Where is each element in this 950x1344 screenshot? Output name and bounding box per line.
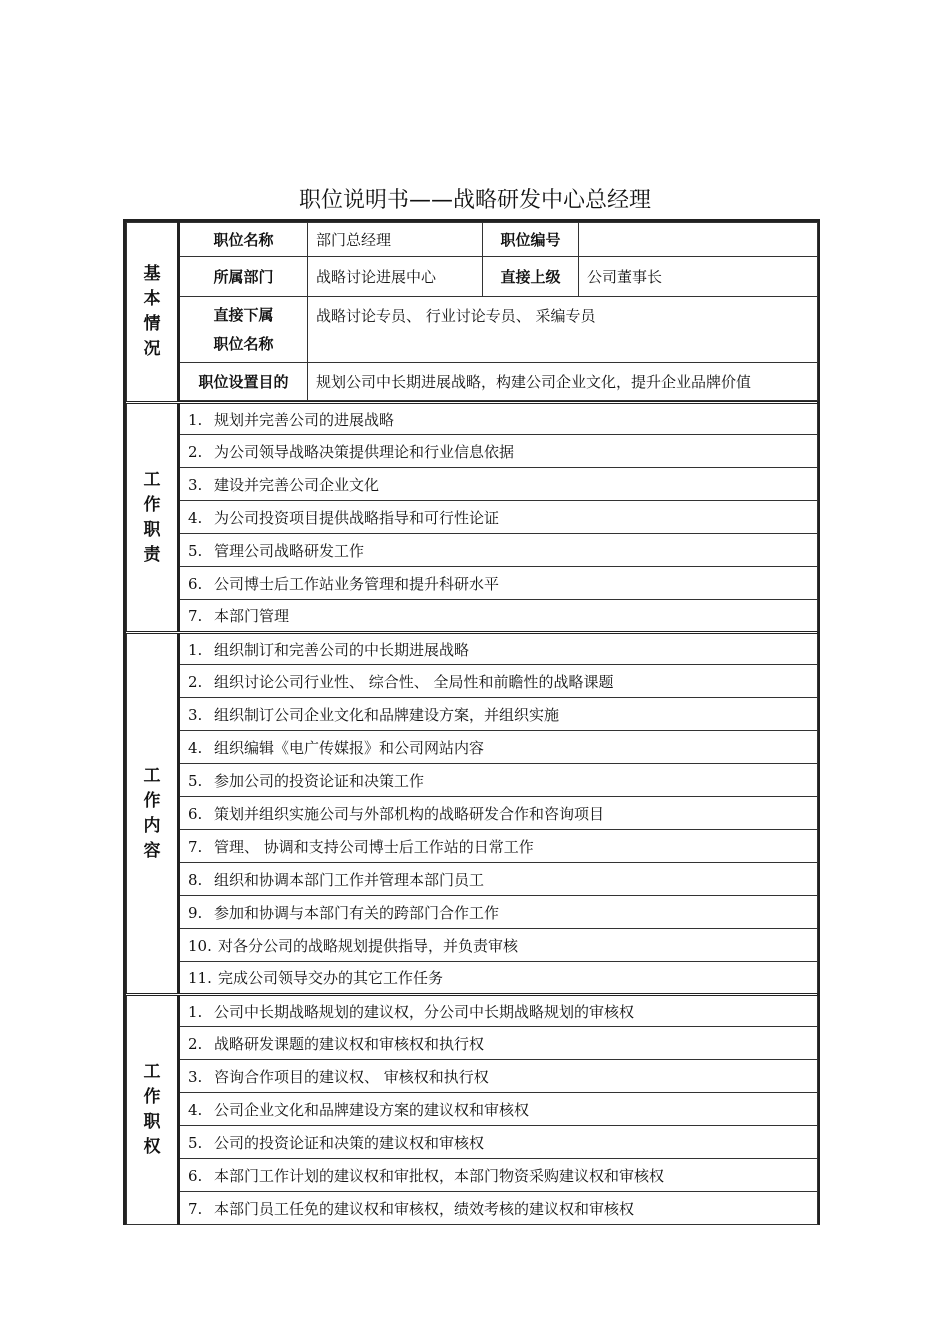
content-item-11: 11. 完成公司领导交办的其它工作任务 [179, 962, 818, 995]
list-item [127, 1027, 818, 1060]
list-item [127, 1159, 818, 1192]
authority-item-4: 4. 公司企业文化和品牌建设方案的建议权和审核权 [179, 1093, 818, 1126]
basic-row-position [127, 223, 818, 257]
basic-row-subordinates [127, 297, 818, 363]
authority-item-3: 3. 咨询合作项目的建议权、 审核权和执行权 [179, 1060, 818, 1093]
content-item-3: 3. 组织制订公司企业文化和品牌建设方案，并组织实施 [179, 698, 818, 731]
duty-item-3: 3. 建设并完善公司企业文化 [179, 468, 818, 501]
list-item [127, 665, 818, 698]
content-item-8: 8. 组织和协调本部门工作并管理本部门员工 [179, 863, 818, 896]
content-item-7: 7. 管理、 协调和支持公司博士后工作站的日常工作 [179, 830, 818, 863]
list-item [127, 1093, 818, 1126]
list-item [127, 929, 818, 962]
list-item [127, 435, 818, 468]
list-item [127, 797, 818, 830]
list-item [127, 567, 818, 600]
duty-item-5: 5. 管理公司战略研发工作 [179, 534, 818, 567]
list-item [127, 1060, 818, 1093]
duty-item-7: 7. 本部门管理 [179, 600, 818, 633]
position-no-label: 职位编号 [483, 223, 579, 257]
list-item [127, 534, 818, 567]
list-item [127, 633, 818, 665]
content-item-10: 10. 对各分公司的战略规划提供指导，并负责审核 [179, 929, 818, 962]
content-item-5: 5. 参加公司的投资论证和决策工作 [179, 764, 818, 797]
authority-item-1: 1. 公司中长期战略规划的建议权，分公司中长期战略规划的审核权 [179, 995, 818, 1027]
subordinate-label: 直接下属 职位名称 [179, 297, 308, 363]
duty-item-6: 6. 公司博士后工作站业务管理和提升科研水平 [179, 567, 818, 600]
authority-item-6: 6. 本部门工作计划的建议权和审批权，本部门物资采购建议权和审核权 [179, 1159, 818, 1192]
list-item [127, 501, 818, 534]
position-name-label: 职位名称 [179, 223, 308, 257]
superior-value: 公司董事长 [579, 257, 818, 297]
authority-item-5: 5. 公司的投资论证和决策的建议权和审核权 [179, 1126, 818, 1159]
list-item [127, 764, 818, 797]
page-title: 职位说明书——战略研发中心总经理 [298, 188, 651, 213]
job-description-table [126, 222, 818, 1225]
position-name-value: 部门总经理 [308, 223, 483, 257]
list-item [127, 863, 818, 896]
content-item-4: 4. 组织编辑《电广传媒报》和公司网站内容 [179, 731, 818, 764]
section-label-authority: 工 作 职 权 [127, 995, 179, 1225]
authority-item-2: 2. 战略研发课题的建议权和审核权和执行权 [179, 1027, 818, 1060]
list-item [127, 995, 818, 1027]
section-label-content: 工 作 内 容 [127, 633, 179, 995]
list-item [127, 731, 818, 764]
job-description-form [123, 219, 820, 1225]
department-value: 战略讨论进展中心 [308, 257, 483, 297]
list-item [127, 1192, 818, 1225]
content-item-9: 9. 参加和协调与本部门有关的跨部门合作工作 [179, 896, 818, 929]
section-label-basic: 基 本 情 况 [127, 223, 179, 403]
list-item [127, 698, 818, 731]
section-label-duties: 工 作 职 责 [127, 403, 179, 633]
basic-row-purpose [127, 363, 818, 401]
position-no-value [579, 223, 818, 257]
purpose-label: 职位设置目的 [179, 363, 308, 401]
list-item [127, 600, 818, 633]
authority-item-7: 7. 本部门员工任免的建议权和审核权，绩效考核的建议权和审核权 [179, 1192, 818, 1225]
list-item [127, 1126, 818, 1159]
content-item-6: 6. 策划并组织实施公司与外部机构的战略研发合作和咨询项目 [179, 797, 818, 830]
duty-item-1: 1. 规划并完善公司的进展战略 [179, 403, 818, 435]
duty-item-4: 4. 为公司投资项目提供战略指导和可行性论证 [179, 501, 818, 534]
duty-item-2: 2. 为公司领导战略决策提供理论和行业信息依据 [179, 435, 818, 468]
list-item [127, 403, 818, 435]
list-item [127, 896, 818, 929]
subordinate-value: 战略讨论专员、 行业讨论专员、 采编专员 [308, 297, 818, 363]
content-item-2: 2. 组织讨论公司行业性、 综合性、 全局性和前瞻性的战略课题 [179, 665, 818, 698]
content-item-1: 1. 组织制订和完善公司的中长期进展战略 [179, 633, 818, 665]
department-label: 所属部门 [179, 257, 308, 297]
superior-label: 直接上级 [483, 257, 579, 297]
basic-row-department [127, 257, 818, 297]
list-item [127, 468, 818, 501]
list-item [127, 962, 818, 995]
list-item [127, 830, 818, 863]
purpose-value: 规划公司中长期进展战略，构建公司企业文化，提升企业品牌价值 [308, 363, 818, 401]
